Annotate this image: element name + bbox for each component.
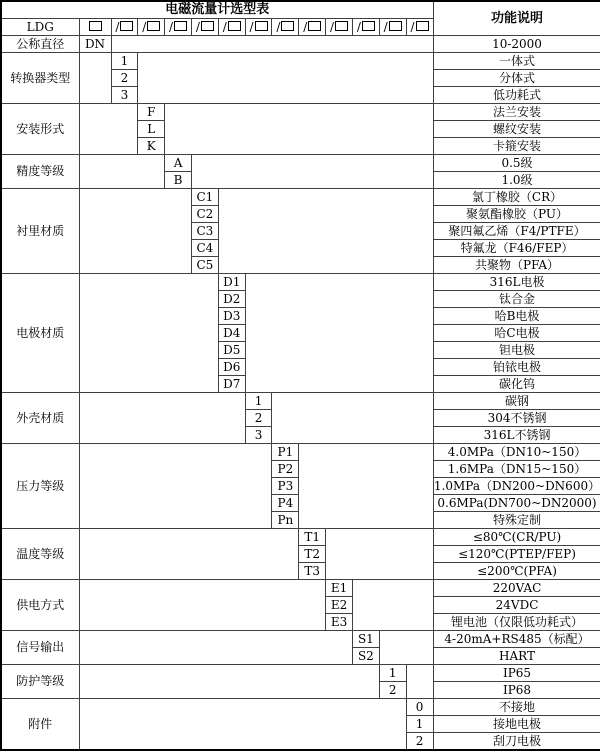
- slash-separator: /: [195, 19, 200, 34]
- code-cell: P1: [272, 444, 299, 461]
- spacer-cell: [79, 393, 245, 444]
- code-cell: 2: [379, 682, 406, 699]
- spacer-cell: [79, 53, 111, 104]
- slash-separator: /: [276, 19, 281, 34]
- code-cell: P2: [272, 461, 299, 478]
- category-label-temperature-rating: 温度等级: [1, 529, 79, 580]
- code-cell: C1: [191, 189, 218, 206]
- function-desc-cell: 哈C电极: [433, 325, 600, 342]
- category-label-protection-rating: 防护等级: [1, 665, 79, 699]
- function-desc-cell: 4-20mA+RS485（标配）: [433, 631, 600, 648]
- function-desc-cell: 24VDC: [433, 597, 600, 614]
- code-box-icon: [147, 21, 160, 31]
- function-desc-cell: ≤80℃(CR/PU): [433, 529, 600, 546]
- category-label-lining-material: 衬里材质: [1, 189, 79, 274]
- spacer-cell: [245, 274, 433, 393]
- code-cell: E2: [326, 597, 353, 614]
- code-cell: D5: [218, 342, 245, 359]
- code-cell: S1: [352, 631, 379, 648]
- function-desc-cell: ≤200℃(PFA): [433, 563, 600, 580]
- slash-separator: /: [383, 19, 388, 34]
- spacer-cell: [79, 104, 138, 155]
- function-desc-cell: 0.5级: [433, 155, 600, 172]
- code-box-cell: [326, 19, 353, 36]
- code-box-icon: [255, 21, 268, 31]
- function-desc-cell: 共聚物（PFA）: [433, 257, 600, 274]
- code-cell: B: [165, 172, 192, 189]
- spacer-cell: [326, 529, 433, 580]
- category-label-accessories: 附件: [1, 699, 79, 751]
- code-cell: 2: [245, 410, 272, 427]
- function-desc-cell: 钛合金: [433, 291, 600, 308]
- function-column-header: 功能说明: [433, 1, 600, 36]
- function-desc-cell: 氯丁橡胶（CR）: [433, 189, 600, 206]
- function-desc-cell: 304不锈钢: [433, 410, 600, 427]
- function-desc-cell: IP68: [433, 682, 600, 699]
- code-cell: P4: [272, 495, 299, 512]
- function-desc-cell: HART: [433, 648, 600, 665]
- function-desc-cell: 分体式: [433, 70, 600, 87]
- code-box-icon: [416, 21, 429, 31]
- code-cell: 1: [379, 665, 406, 682]
- code-cell: E1: [326, 580, 353, 597]
- model-prefix: LDG: [1, 19, 79, 36]
- function-desc-cell: 聚四氟乙烯（F4/PTFE）: [433, 223, 600, 240]
- code-box-icon: [120, 21, 133, 31]
- slash-separator: /: [115, 19, 120, 34]
- function-desc-cell: 哈B电极: [433, 308, 600, 325]
- code-cell: C2: [191, 206, 218, 223]
- function-desc-cell: 0.6MPa(DN700~DN2000): [433, 495, 600, 512]
- code-box-cell: [299, 19, 326, 36]
- code-box-icon: [89, 21, 102, 31]
- code-box-cell: [406, 19, 433, 36]
- spacer-cell: [379, 631, 433, 665]
- spacer-cell: [79, 529, 299, 580]
- code-cell: P3: [272, 478, 299, 495]
- category-label-power-supply: 供电方式: [1, 580, 79, 631]
- code-box-cell: [138, 19, 165, 36]
- function-desc-cell: 接地电极: [433, 716, 600, 733]
- code-box-icon: [308, 21, 321, 31]
- code-box-icon: [228, 21, 241, 31]
- code-cell: A: [165, 155, 192, 172]
- category-label-accuracy-class: 精度等级: [1, 155, 79, 189]
- function-desc-cell: 螺纹安装: [433, 121, 600, 138]
- spacer-cell: [79, 580, 326, 631]
- function-desc-cell: 卡箍安装: [433, 138, 600, 155]
- spacer-cell: [406, 665, 433, 699]
- code-box-cell: [245, 19, 272, 36]
- code-cell: D2: [218, 291, 245, 308]
- spacer-cell: [272, 393, 433, 444]
- spacer-cell: [218, 189, 433, 274]
- code-cell: E3: [326, 614, 353, 631]
- code-cell: 2: [406, 733, 433, 751]
- code-cell: Pn: [272, 512, 299, 529]
- function-desc-cell: 锂电池（仅限低功耗式）: [433, 614, 600, 631]
- code-cell: C3: [191, 223, 218, 240]
- spacer-cell: [191, 155, 433, 189]
- category-label-pressure-rating: 压力等级: [1, 444, 79, 529]
- category-label-installation-form: 安装形式: [1, 104, 79, 155]
- code-box-icon: [389, 21, 402, 31]
- function-desc-cell: 316L电极: [433, 274, 600, 291]
- code-box-cell: [379, 19, 406, 36]
- function-desc-cell: 1.0MPa（DN200~DN600）: [433, 478, 600, 493]
- code-box-cell: [191, 19, 218, 36]
- spacer-cell: [79, 699, 406, 751]
- code-cell: D6: [218, 359, 245, 376]
- code-cell: T3: [299, 563, 326, 580]
- function-desc-cell: 316L不锈钢: [433, 427, 600, 444]
- code-box-icon: [201, 21, 214, 31]
- code-box-cell: [165, 19, 192, 36]
- code-cell: 1: [245, 393, 272, 410]
- function-desc-cell: 碳钢: [433, 393, 600, 410]
- code-cell: DN: [79, 36, 111, 53]
- spacer-cell: [138, 53, 433, 104]
- function-desc-cell: 刮刀电极: [433, 733, 600, 751]
- code-box-cell: [111, 19, 138, 36]
- function-desc-cell: 1.0级: [433, 172, 600, 189]
- category-label-housing-material: 外壳材质: [1, 393, 79, 444]
- spacer-cell: [79, 189, 191, 274]
- slash-separator: /: [169, 19, 174, 34]
- spacer-cell: [79, 444, 272, 529]
- spacer-cell: [352, 580, 433, 631]
- function-desc-cell: 不接地: [433, 699, 600, 716]
- code-cell: D3: [218, 308, 245, 325]
- slash-separator: /: [356, 19, 361, 34]
- slash-separator: /: [330, 19, 335, 34]
- function-desc-cell: 一体式: [433, 53, 600, 70]
- spacer-cell: [79, 274, 218, 393]
- spacer-cell: [79, 155, 165, 189]
- code-cell: S2: [352, 648, 379, 665]
- function-desc-cell: 钽电极: [433, 342, 600, 359]
- code-cell: F: [138, 104, 165, 121]
- function-desc-cell: 铂铱电极: [433, 359, 600, 376]
- slash-separator: /: [142, 19, 147, 34]
- code-cell: 1: [111, 53, 138, 70]
- code-cell: T2: [299, 546, 326, 563]
- function-desc-cell: 4.0MPa（DN10~150）: [433, 444, 600, 461]
- slash-separator: /: [410, 19, 415, 34]
- code-cell: K: [138, 138, 165, 155]
- code-cell: D1: [218, 274, 245, 291]
- code-box-cell: [352, 19, 379, 36]
- code-cell: C5: [191, 257, 218, 274]
- code-cell: 0: [406, 699, 433, 716]
- function-desc-cell: 220VAC: [433, 580, 600, 597]
- spacer-cell: [165, 104, 433, 155]
- spacer-cell: [111, 36, 433, 53]
- code-box-cell: [218, 19, 245, 36]
- slash-separator: /: [222, 19, 227, 34]
- function-desc-cell: 聚氨酯橡胶（PU）: [433, 206, 600, 223]
- code-box-icon: [335, 21, 348, 31]
- code-box-icon: [174, 21, 187, 31]
- slash-separator: /: [249, 19, 254, 34]
- spacer-cell: [79, 631, 352, 665]
- code-box-icon: [281, 21, 294, 31]
- function-desc-cell: 1.6MPa（DN15~150）: [433, 461, 600, 478]
- code-cell: L: [138, 121, 165, 138]
- code-cell: D4: [218, 325, 245, 342]
- spacer-cell: [299, 444, 433, 529]
- function-desc-cell: IP65: [433, 665, 600, 682]
- category-label-electrode-material: 电极材质: [1, 274, 79, 393]
- code-cell: 3: [245, 427, 272, 444]
- spacer-cell: [79, 665, 379, 699]
- function-desc-cell: 特氟龙（F46/FEP）: [433, 240, 600, 257]
- code-cell: 2: [111, 70, 138, 87]
- function-desc-cell: 碳化钨: [433, 376, 600, 393]
- code-box-icon: [362, 21, 375, 31]
- code-box-cell: [79, 19, 111, 36]
- table-title: 电磁流量计选型表: [1, 1, 433, 19]
- category-label-signal-output: 信号输出: [1, 631, 79, 665]
- code-cell: D7: [218, 376, 245, 393]
- function-desc-cell: 低功耗式: [433, 87, 600, 104]
- slash-separator: /: [303, 19, 308, 34]
- code-box-cell: [272, 19, 299, 36]
- code-cell: C4: [191, 240, 218, 257]
- function-desc-cell: ≤120℃(PTEP/FEP): [433, 546, 600, 563]
- category-label-diameter: 公称直径: [1, 36, 79, 53]
- code-cell: T1: [299, 529, 326, 546]
- function-desc-cell: 10-2000: [433, 36, 600, 53]
- category-label-converter-type: 转换器类型: [1, 53, 79, 104]
- code-cell: 3: [111, 87, 138, 104]
- code-cell: 1: [406, 716, 433, 733]
- function-desc-cell: 法兰安装: [433, 104, 600, 121]
- function-desc-cell: 特殊定制: [433, 512, 600, 529]
